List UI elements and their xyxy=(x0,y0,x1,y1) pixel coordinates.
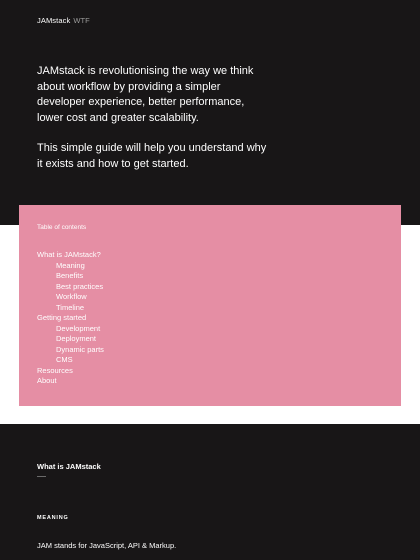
toc-item-timeline xyxy=(37,303,104,314)
toc-link-getting-started[interactable]: Getting started xyxy=(37,313,87,322)
toc-item-workflow xyxy=(37,292,104,303)
toc-title: Table of contents xyxy=(37,224,87,231)
section-body-text: JAM stands for JavaScript, API & Markup. xyxy=(37,541,177,550)
toc-link-workflow[interactable]: Workflow xyxy=(56,292,87,301)
toc-list xyxy=(37,250,104,387)
section-title: What is JAMstack xyxy=(37,462,101,471)
toc-link-benefits[interactable]: Benefits xyxy=(56,271,84,280)
brand-link[interactable]: JAMstack xyxy=(37,16,71,25)
toc-link-meaning[interactable]: Meaning xyxy=(56,260,85,270)
intro-paragraph-1: JAMstack is revolutionising the way we think about workflow by providing a simpler developer experience, better performance, lower cost and greater scalability. xyxy=(37,65,254,124)
toc-item-benefits xyxy=(37,271,104,282)
toc-item-about xyxy=(37,376,104,387)
toc-item-deployment xyxy=(37,334,104,345)
toc-link-deployment[interactable]: Deployment xyxy=(56,334,97,343)
toc-link-best-practices[interactable]: Best practices xyxy=(56,281,104,291)
toc-link-resources[interactable]: Resources xyxy=(37,365,73,375)
intro-paragraph-2: This simple guide will help you understand why it exists and how to get started. xyxy=(37,142,267,170)
intro-text xyxy=(37,64,267,172)
table-of-contents xyxy=(19,205,401,406)
site-header xyxy=(37,16,90,25)
toc-item-what-is-jamstack xyxy=(37,250,104,261)
toc-item-development xyxy=(37,324,104,335)
toc-link-dynamic-parts[interactable]: Dynamic parts xyxy=(56,344,104,354)
toc-link-about[interactable]: About xyxy=(37,376,57,385)
section-background xyxy=(0,424,420,560)
toc-link-cms[interactable]: CMS xyxy=(56,355,73,364)
brand-tag: WTF xyxy=(73,16,90,25)
section-divider xyxy=(37,476,46,477)
toc-link-development[interactable]: Development xyxy=(56,323,101,333)
toc-item-dynamic-parts xyxy=(37,345,104,356)
toc-link-timeline[interactable]: Timeline xyxy=(56,302,85,312)
toc-item-resources xyxy=(37,366,104,377)
toc-item-getting-started xyxy=(37,313,104,324)
toc-item-meaning xyxy=(37,261,104,272)
toc-item-best-practices xyxy=(37,282,104,293)
section-eyebrow: MEANING xyxy=(37,515,69,521)
toc-link-what-is-jamstack[interactable]: What is JAMstack? xyxy=(37,250,101,259)
toc-item-cms xyxy=(37,355,104,366)
